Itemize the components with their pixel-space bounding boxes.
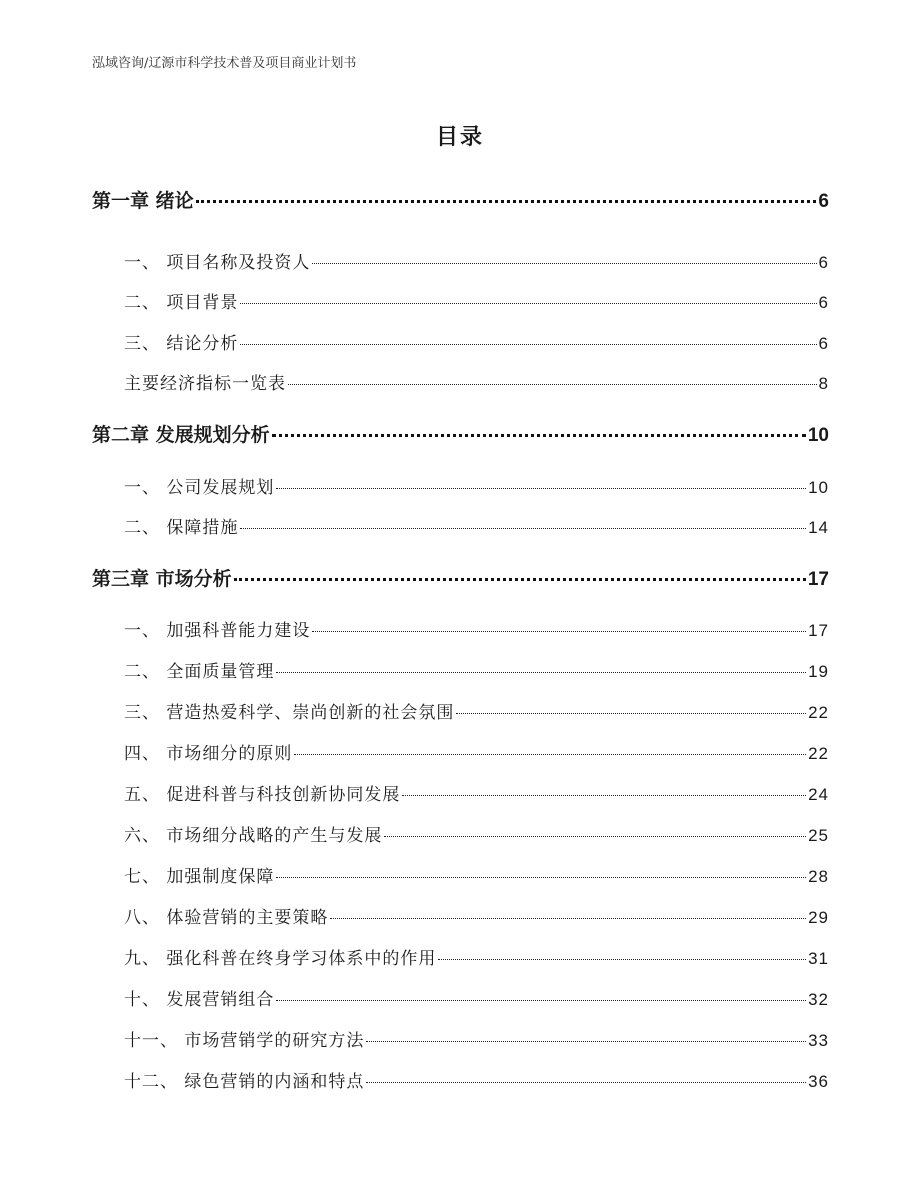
toc-entry-label: 十、 发展营销组合	[124, 990, 275, 1010]
toc-entry-label: 主要经济指标一览表	[124, 374, 286, 394]
dot-leader	[272, 434, 806, 437]
toc-entry-page: 33	[808, 1031, 829, 1050]
toc-entry-label: 十二、 绿色营销的内涵和特点	[124, 1072, 365, 1092]
toc-entry-page: 6	[818, 334, 829, 353]
dot-leader	[240, 528, 806, 529]
toc-entry[interactable]	[124, 248, 829, 273]
toc-entry-label: 五、 促进科普与科技创新协同发展	[124, 785, 401, 805]
toc-entry[interactable]	[124, 657, 829, 682]
toc-entry-label: 一、 加强科普能力建设	[124, 621, 311, 641]
toc-entry[interactable]	[124, 985, 829, 1010]
toc-entry[interactable]	[92, 564, 829, 591]
dot-leader	[240, 344, 816, 345]
page-title: 目录	[435, 125, 484, 150]
toc-entry-label: 九、 强化科普在终身学习体系中的作用	[124, 949, 437, 969]
dot-leader	[312, 263, 816, 264]
dot-leader	[438, 959, 806, 960]
toc-entry-page: 10	[807, 425, 829, 446]
toc-entry-label: 三、 营造热爱科学、崇尚创新的社会氛围	[124, 703, 455, 723]
toc-entry-label: 四、 市场细分的原则	[124, 744, 293, 764]
toc-entry-label: 第一章 绪论	[92, 190, 194, 212]
toc-entry-label: 八、 体验营销的主要策略	[124, 908, 329, 928]
dot-leader	[366, 1041, 806, 1042]
toc-entry-page: 8	[818, 374, 829, 393]
toc-entry[interactable]	[124, 1026, 829, 1051]
toc-entry[interactable]	[124, 369, 829, 394]
toc-entry-label: 二、 保障措施	[124, 518, 239, 538]
toc-entry-page: 10	[808, 478, 829, 497]
dot-leader	[276, 672, 806, 673]
toc-entry[interactable]	[124, 944, 829, 969]
toc-entry-page: 22	[808, 703, 829, 722]
toc-entry-page: 17	[807, 569, 829, 590]
toc-entry-page: 6	[818, 191, 829, 212]
toc-entry-page: 32	[808, 990, 829, 1009]
dot-leader	[366, 1082, 806, 1083]
toc-entry[interactable]	[124, 473, 829, 498]
dot-leader	[276, 877, 806, 878]
toc-entry[interactable]	[124, 903, 829, 928]
dot-leader	[384, 836, 806, 837]
dot-leader	[456, 713, 806, 714]
dot-leader	[288, 384, 817, 385]
toc-entry-label: 三、 结论分析	[124, 334, 239, 354]
toc-entry[interactable]	[124, 739, 829, 764]
toc-entry-label: 二、 全面质量管理	[124, 662, 275, 682]
toc-entry[interactable]	[124, 780, 829, 805]
toc-entry-label: 六、 市场细分战略的产生与发展	[124, 826, 383, 846]
toc-entry-label: 十一、 市场营销学的研究方法	[124, 1031, 365, 1051]
toc-entry-page: 36	[808, 1072, 829, 1091]
toc-entry[interactable]	[124, 616, 829, 641]
dot-leader	[276, 488, 806, 489]
toc-entry-page: 6	[818, 253, 829, 272]
toc-entry[interactable]	[92, 420, 829, 447]
dot-leader	[276, 1000, 806, 1001]
toc-entry[interactable]	[124, 513, 829, 538]
toc-entry-label: 一、 公司发展规划	[124, 478, 275, 498]
dot-leader	[234, 578, 806, 581]
toc-entry-page: 19	[808, 662, 829, 681]
dot-leader	[196, 200, 817, 203]
toc-entry-page: 22	[808, 744, 829, 763]
dot-leader	[294, 754, 806, 755]
toc-entry-page: 28	[808, 867, 829, 886]
toc-entry-label: 第三章 市场分析	[92, 568, 232, 590]
toc-entry[interactable]	[124, 329, 829, 354]
toc-entry-page: 31	[808, 949, 829, 968]
toc-entry-page: 24	[808, 785, 829, 804]
toc-entry[interactable]	[92, 186, 829, 213]
toc-entry-page: 17	[808, 621, 829, 640]
toc-entry-label: 七、 加强制度保障	[124, 867, 275, 887]
toc-entry-page: 6	[818, 293, 829, 312]
toc-entry[interactable]	[124, 1067, 829, 1092]
dot-leader	[402, 795, 806, 796]
dot-leader	[330, 918, 806, 919]
running-header: 泓域咨询/辽源市科学技术普及项目商业计划书	[92, 56, 357, 71]
toc-entry-label: 一、 项目名称及投资人	[124, 253, 311, 273]
toc-entry-page: 29	[808, 908, 829, 927]
toc-entry-page: 25	[808, 826, 829, 845]
toc-entry[interactable]	[124, 862, 829, 887]
toc-entry[interactable]	[124, 821, 829, 846]
toc-entry-label: 二、 项目背景	[124, 293, 239, 313]
dot-leader	[312, 631, 806, 632]
dot-leader	[240, 303, 816, 304]
toc-entry-label: 第二章 发展规划分析	[92, 424, 270, 446]
toc-entry[interactable]	[124, 698, 829, 723]
toc-entry[interactable]	[124, 288, 829, 313]
toc-entry-page: 14	[808, 518, 829, 537]
